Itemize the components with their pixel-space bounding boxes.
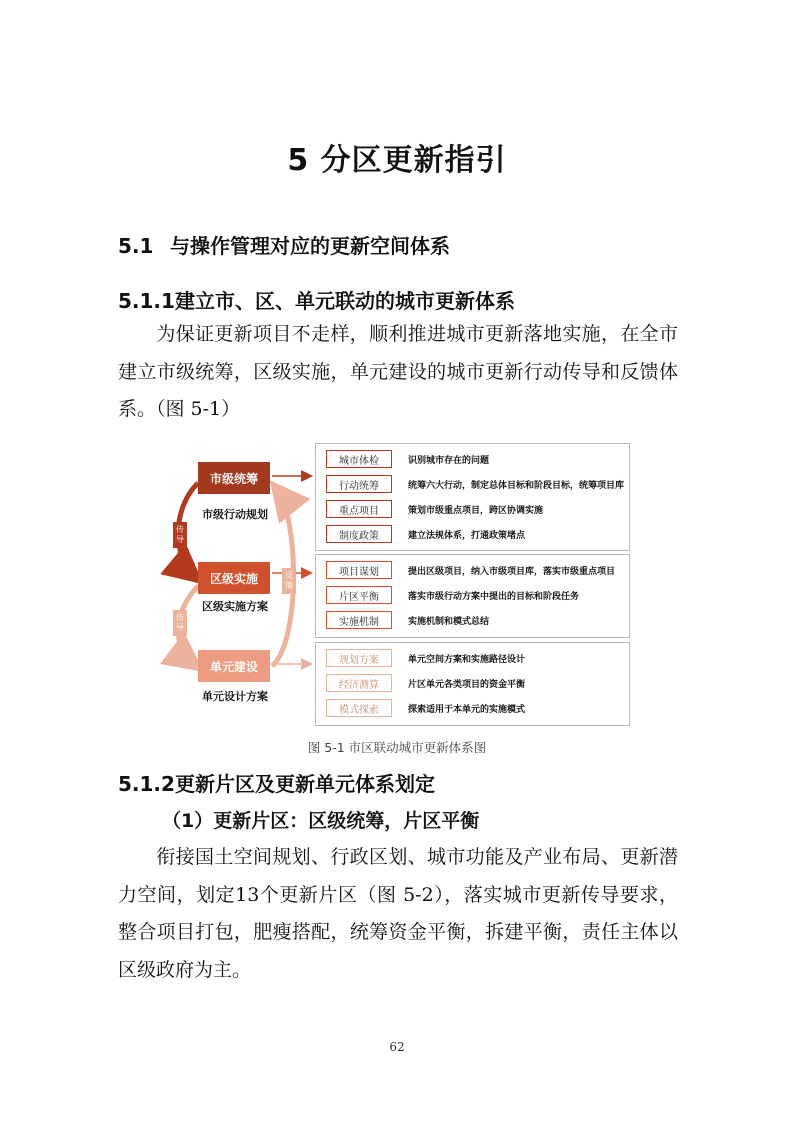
group-panel-city — [315, 443, 630, 551]
tag: 模式探索 — [326, 699, 392, 717]
subsection-heading-1: 5.1.1建立市、区、单元联动的城市更新体系 — [118, 289, 515, 313]
desc: 建立法规体系，打通政策堵点 — [408, 530, 526, 541]
level-label-city: 市级行动规划 — [202, 508, 268, 521]
level-box-city: 市级统筹 — [198, 462, 270, 494]
list-item — [326, 499, 543, 519]
tag: 项目谋划 — [326, 561, 392, 579]
transmit-label-2: 传导 — [173, 610, 187, 636]
list-item — [326, 610, 489, 630]
subsection-heading-2: 5.1.2更新片区及更新单元体系划定 — [118, 772, 435, 796]
group-panel-district — [315, 554, 630, 638]
list-item — [326, 474, 624, 494]
desc: 统筹六大行动，制定总体目标和阶段目标，统筹项目库 — [408, 480, 625, 491]
tag: 城市体检 — [326, 450, 392, 468]
desc: 提出区级项目，纳入市级项目库，落实市级重点项目 — [408, 566, 616, 577]
list-item — [326, 524, 525, 544]
list-item — [326, 560, 615, 580]
linkage-system-figure — [160, 438, 632, 730]
list-item — [326, 648, 525, 668]
level-label-district: 区级实施方案 — [202, 600, 268, 613]
tag: 实施机制 — [326, 611, 392, 629]
subheading: （1）更新片区：区级统筹，片区平衡 — [162, 810, 480, 832]
desc: 探索适用于本单元的实施模式 — [408, 704, 526, 715]
tag: 经济测算 — [326, 674, 392, 692]
tag: 行动统筹 — [326, 475, 392, 493]
body-paragraph-1 — [118, 316, 678, 429]
level-label-unit: 单元设计方案 — [202, 690, 268, 703]
desc: 策划市级重点项目，跨区协调实施 — [408, 505, 544, 516]
figure-caption: 图 5-1 市区联动城市更新体系图 — [307, 740, 487, 755]
tag: 制度政策 — [326, 525, 392, 543]
paragraph-text: 为保证更新项目不走样，顺利推进城市更新落地实施，在全市建立市级统筹，区级实施，单元建设的城市更新行动传导和反馈体系。（图 5-1） — [118, 323, 678, 420]
feedback-label: 反馈 — [282, 568, 296, 594]
list-item — [326, 698, 525, 718]
level-box-unit: 单元建设 — [198, 650, 270, 682]
body-paragraph-2 — [118, 839, 678, 989]
desc: 实施机制和模式总结 — [408, 616, 490, 627]
level-box-district: 区级实施 — [198, 562, 270, 594]
list-item — [326, 585, 579, 605]
paragraph-text: 衔接国土空间规划、行政区划、城市功能及产业布局、更新潜力空间，划定13个更新片区（图 5-2），落实城市更新传导要求，整合项目打包，肥瘦搭配，统筹资金平衡，拆建平衡，责任主体以区级政府为主。 — [118, 846, 678, 981]
section-title: 与操作管理对应的更新空间体系 — [170, 234, 450, 258]
list-item — [326, 673, 525, 693]
chapter-title: 5 分区更新指引 — [287, 143, 507, 178]
list-item — [326, 449, 489, 469]
section-heading — [118, 230, 450, 259]
page-number: 62 — [389, 1040, 405, 1054]
tag: 片区平衡 — [326, 586, 392, 604]
desc: 落实市级行动方案中提出的目标和阶段任务 — [408, 591, 580, 602]
transmit-label-1: 传导 — [173, 522, 187, 548]
tag: 规划方案 — [326, 649, 392, 667]
group-panel-unit — [315, 642, 630, 726]
desc: 识别城市存在的问题 — [408, 455, 490, 466]
tag: 重点项目 — [326, 500, 392, 518]
desc: 片区单元各类项目的资金平衡 — [408, 679, 526, 690]
desc: 单元空间方案和实施路径设计 — [408, 654, 526, 665]
section-number: 5.1 — [118, 234, 154, 258]
